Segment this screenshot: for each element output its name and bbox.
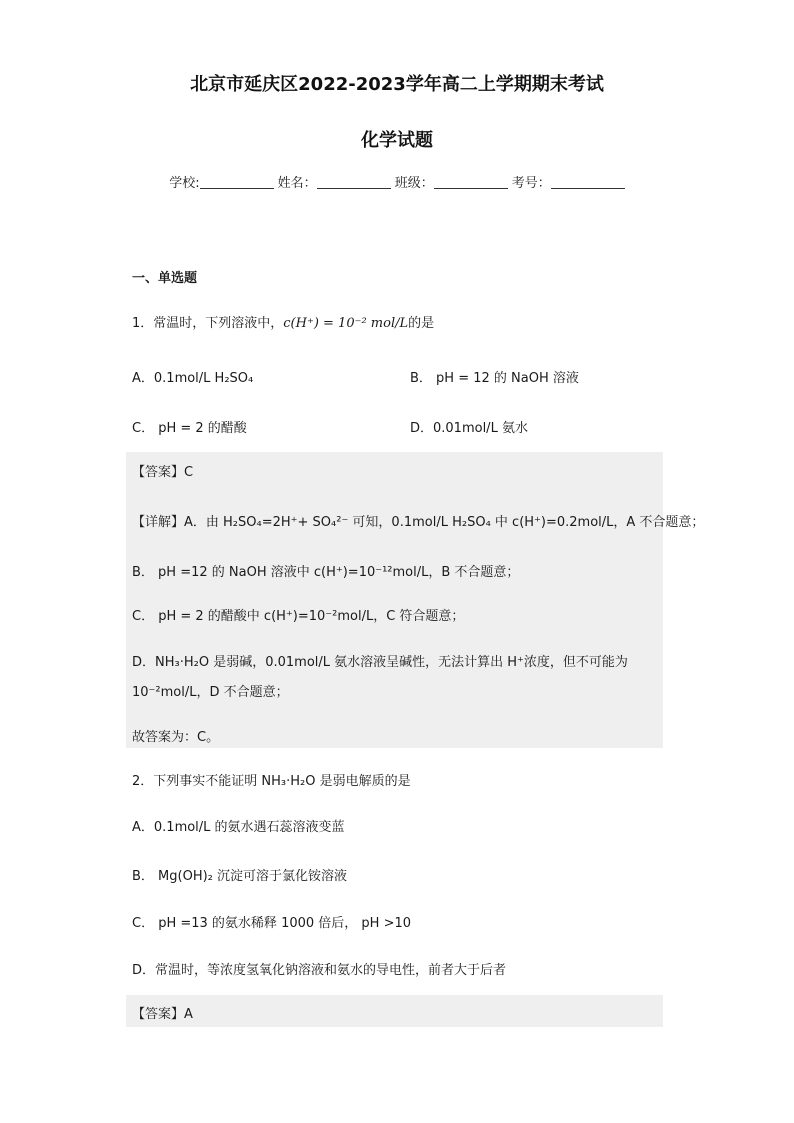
school-blank[interactable] — [200, 176, 274, 189]
question-2-option-c: C． pH =13 的氨水稀释 1000 倍后， pH >10 — [132, 916, 412, 931]
name-label: 姓名： — [277, 176, 317, 191]
question-2-stem: 2．下列事实不能证明 NH₃·H₂O 是弱电解质的是 — [132, 774, 411, 789]
answer-block-2 — [126, 995, 663, 1027]
question-1-stem-prefix: 1．常温时，下列溶液中， — [132, 316, 284, 331]
question-1-option-d: D．0.01mol/L 氨水 — [410, 421, 528, 436]
question-1-stem — [132, 312, 434, 331]
question-2-option-a: A．0.1mol/L 的氨水遇石蕊溶液变蓝 — [132, 820, 345, 835]
question-1-explanation-line: C． pH = 2 的醋酸中 c(H⁺)=10⁻²mol/L，C 符合题意； — [132, 609, 465, 624]
document-title: 北京市延庆区2022-2023学年高二上学期期末考试 — [190, 74, 604, 95]
question-2-answer: 【答案】A — [132, 1007, 193, 1022]
exam-no-label: 考号： — [511, 176, 551, 191]
question-1-explanation-line: 10⁻²mol/L，D 不合题意； — [132, 685, 289, 700]
question-1-formula: c(H⁺) = 10⁻² mol/L — [283, 316, 409, 331]
class-blank[interactable] — [434, 176, 508, 189]
name-blank[interactable] — [317, 176, 391, 189]
question-1-explanation-line: 故答案为：C。 — [132, 730, 220, 745]
answer-block-1 — [126, 452, 663, 748]
class-label: 班级： — [394, 176, 434, 191]
school-label: 学校: — [169, 176, 200, 191]
question-1-option-c: C． pH = 2 的醋酸 — [132, 421, 247, 436]
exam-no-blank[interactable] — [551, 176, 625, 189]
question-2-option-d: D．常温时，等浓度氢氧化钠溶液和氨水的导电性，前者大于后者 — [132, 963, 507, 978]
question-1-option-a: A．0.1mol/L H₂SO₄ — [132, 371, 254, 386]
question-1-option-b: B． pH = 12 的 NaOH 溶液 — [410, 371, 579, 386]
question-1-explanation-line: 【详解】A．由 H₂SO₄=2H⁺+ SO₄²⁻ 可知，0.1mol/L H₂SO₄ 中 c(H⁺)=0.2mol/L，A 不合题意； — [132, 515, 705, 530]
question-1-explanation-line: D．NH₃·H₂O 是弱碱，0.01mol/L 氨水溶液呈碱性，无法计算出 H⁺浓度，但不可能为 — [132, 655, 628, 670]
question-2-option-b: B． Mg(OH)₂ 沉淀可溶于氯化铵溶液 — [132, 869, 348, 884]
question-1-answer: 【答案】C — [132, 465, 194, 480]
document-subtitle: 化学试题 — [361, 130, 433, 151]
section-title: 一、单选题 — [132, 271, 198, 286]
student-info-line — [0, 172, 794, 191]
question-1-stem-suffix: 的是 — [408, 316, 435, 331]
question-1-explanation-line: B． pH =12 的 NaOH 溶液中 c(H⁺)=10⁻¹²mol/L，B 不合题意； — [132, 565, 520, 580]
